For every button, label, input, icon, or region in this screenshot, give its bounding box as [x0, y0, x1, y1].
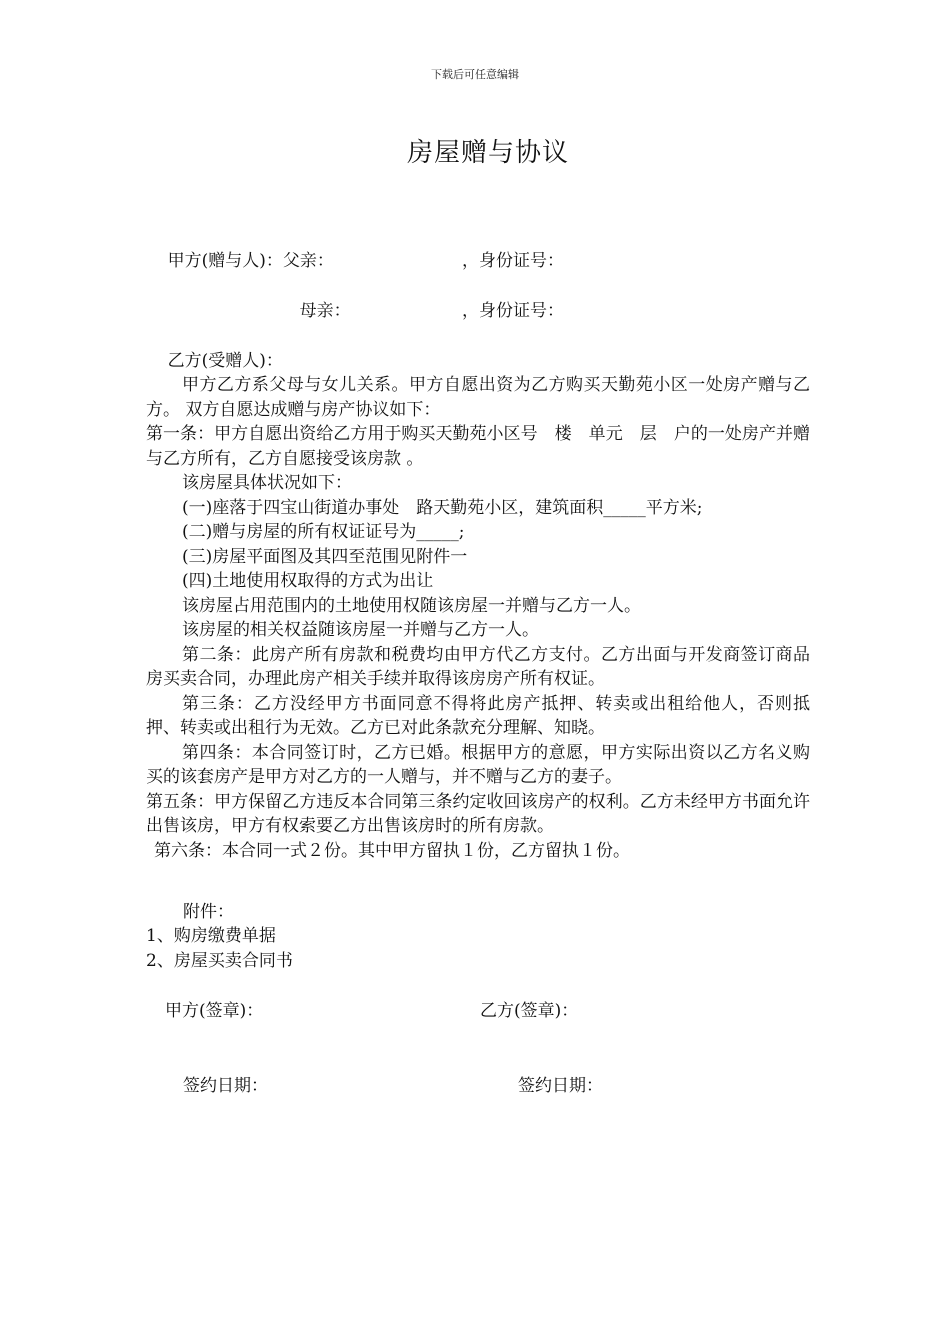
- party-a-mother-row: [278, 275, 564, 347]
- clause-2: 第二条：此房产所有房款和税费均由甲方代乙方支付。乙方出面与开发商签订商品房买卖合同，办理此房产相关手续并取得该房房产所有权证。: [146, 644, 810, 689]
- property-detail-2: (二)赠与房屋的所有权证证号为_____;: [182, 522, 465, 542]
- attachment-item: 1、购房缴费单据: [146, 926, 276, 946]
- party-a-father-label: 甲方(赠与人)：父亲：: [167, 251, 334, 271]
- property-detail-1: (一)座落于四宝山街道办事处 路天勤苑小区，建筑面积_____平方米;: [182, 497, 703, 518]
- party-a-mother-label: 母亲：: [299, 301, 351, 321]
- clause-3: 第三条：乙方没经甲方书面同意不得将此房产抵押、转卖或出租给他人，否则抵押、转卖或出租行为无效。乙方已对此条款充分理解、知晓。: [146, 693, 810, 738]
- attachment-item: 2、房屋买卖合同书: [146, 951, 293, 971]
- party-b-label: 乙方(受赠人)：: [167, 351, 283, 371]
- intro-paragraph: 甲方乙方系父母与女儿关系。甲方自愿出资为乙方购买天勤苑小区一处房产赠与乙方。 双方自愿达成赠与房产协议如下：: [146, 375, 810, 420]
- agreement-body: [146, 373, 810, 863]
- clause-5: 第五条：甲方保留乙方违反本合同第三条约定收回该房产的权利。乙方未经甲方书面允许出售该房，甲方有权索要乙方出售该房时的所有房款。: [146, 791, 810, 836]
- clause-1: 第一条：甲方自愿出资给乙方用于购买天勤苑小区号 楼 单元 层 户的一处房产并赠与乙方所有，乙方自愿接受该房款 。: [146, 424, 810, 469]
- header-note: 下载后可任意编辑: [431, 68, 519, 81]
- document-title: 房屋赠与协议: [406, 138, 569, 168]
- rights-paragraph: 该房屋的相关权益随该房屋一并赠与乙方一人。: [182, 620, 539, 640]
- property-detail-3: (三)房屋平面图及其四至范围见附件一: [182, 546, 468, 567]
- property-detail-4: (四)土地使用权取得的方式为出让: [182, 571, 434, 591]
- party-b-date-label: 签约日期：: [518, 1076, 603, 1096]
- party-a-father-id-label: ，身份证号：: [462, 251, 564, 271]
- party-a-date-label: 签约日期：: [183, 1076, 268, 1096]
- property-details-heading: 该房屋具体状况如下：: [182, 473, 352, 493]
- party-b-signature-label: 乙方(签章)：: [480, 1001, 579, 1021]
- party-a-signature-label: 甲方(签章)：: [165, 1001, 264, 1021]
- party-a-mother-id-label: ，身份证号：: [462, 301, 564, 321]
- clause-4: 第四条：本合同签订时，乙方已婚。根据甲方的意愿，甲方实际出资以乙方名义购买的该套房产是甲方对乙方的一人赠与，并不赠与乙方的妻子。: [146, 742, 810, 787]
- clause-6: 第六条：本合同一式２份。其中甲方留执１份，乙方留执１份。: [154, 840, 630, 861]
- land-use-paragraph: 该房屋占用范围内的土地使用权随该房屋一并赠与乙方一人。: [182, 595, 641, 616]
- attachments-title: 附件：: [183, 902, 234, 922]
